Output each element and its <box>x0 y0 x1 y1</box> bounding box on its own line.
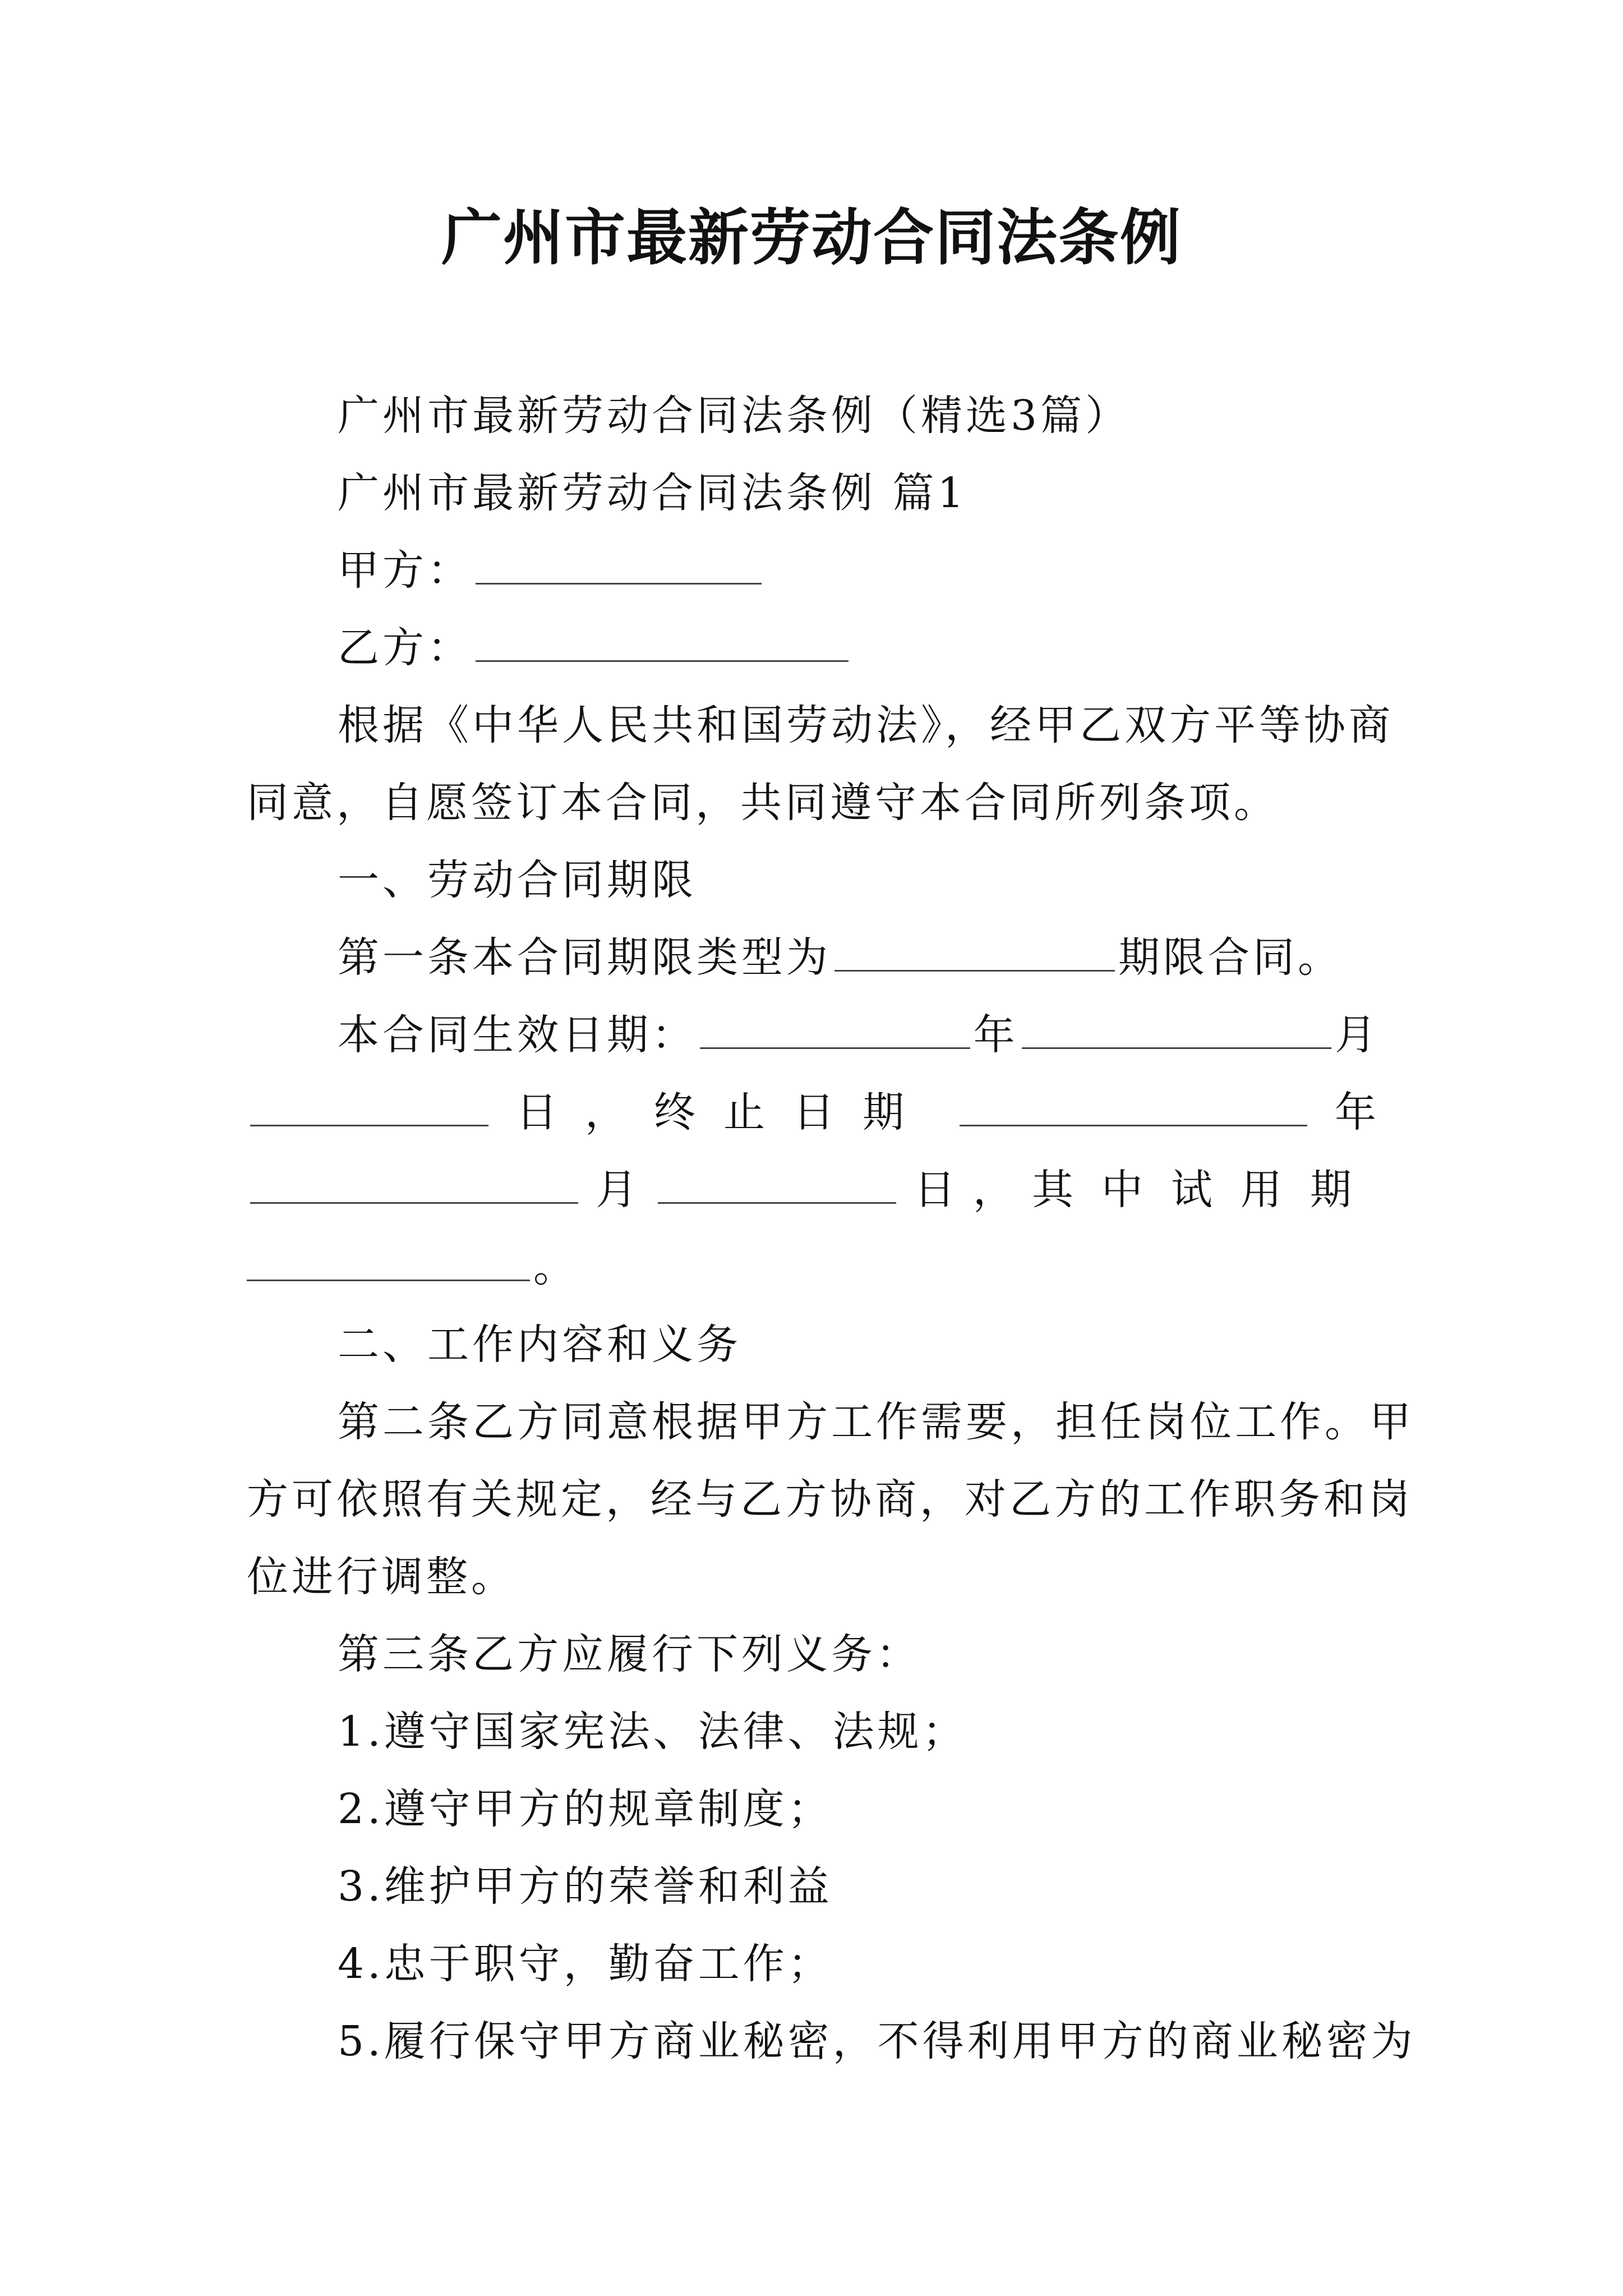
article-2-line-2: 方可依照有关规定，经与乙方协商，对乙方的工作职务和岗 <box>247 1475 1413 1524</box>
year-label-2: 年 <box>1335 1088 1380 1137</box>
article-2-line-1: 第二条乙方同意根据甲方工作需要，担任岗位工作。甲 <box>338 1398 1414 1446</box>
termination-day-blank <box>658 1163 896 1204</box>
effective-date-label: 本合同生效日期： <box>338 1011 697 1059</box>
period-end: 。 <box>533 1243 578 1291</box>
intro-line-2: 同意，自愿签订本合同，共同遵守本合同所列条项。 <box>247 779 1279 827</box>
termination-label: 终止日期 <box>654 1088 932 1137</box>
duty-item: 2.遵守甲方的规章制度； <box>338 1785 833 1833</box>
subtitle: 广州市最新劳动合同法条例（精选3篇） <box>338 392 1131 440</box>
year-label-1: 年 <box>973 1011 1018 1059</box>
party-a-label: 甲方： <box>338 546 472 595</box>
effective-year-blank <box>700 1008 970 1049</box>
effective-month-blank <box>1022 1008 1331 1049</box>
party-b-blank <box>476 621 849 662</box>
section-1-heading: 一、劳动合同期限 <box>338 856 697 904</box>
comma-2: ， <box>972 1166 1018 1214</box>
party-a-blank <box>476 544 762 585</box>
termination-month-blank <box>250 1163 578 1204</box>
party-b-label: 乙方： <box>338 624 472 672</box>
intro-line-1: 根据《中华人民共和国劳动法》，经甲乙双方平等协商 <box>338 701 1394 749</box>
comma-1: ， <box>585 1088 630 1137</box>
termination-line <box>247 1074 1380 1151</box>
article-1-line <box>247 919 1380 996</box>
month-label-2: 月 <box>596 1166 641 1214</box>
article-3-heading: 第三条乙方应履行下列义务： <box>338 1630 921 1678</box>
article-2-line-3: 位进行调整。 <box>247 1553 516 1601</box>
document-body <box>247 377 1416 2080</box>
duty-item: 5.履行保守甲方商业秘密，不得利用甲方的商业秘密为 <box>338 2017 1416 2065</box>
effective-day-blank <box>250 1085 488 1126</box>
section-2-heading: 二、工作内容和义务 <box>338 1320 741 1369</box>
probation-blank <box>247 1240 530 1281</box>
effective-date-line <box>247 996 1380 1074</box>
probation-blank-line <box>247 1228 1380 1306</box>
month-label-1: 月 <box>1335 1011 1380 1059</box>
duty-item: 1.遵守国家宪法、法律、法规； <box>338 1708 967 1756</box>
article-1-suffix: 期限合同。 <box>1118 933 1343 982</box>
duty-item: 4.忠于职守，勤奋工作； <box>338 1940 833 1988</box>
party-a-line <box>247 532 1380 609</box>
contract-type-blank <box>834 931 1115 972</box>
day-label-1: 日 <box>516 1088 561 1137</box>
article-1-prefix: 第一条本合同期限类型为 <box>338 933 831 982</box>
party-b-line <box>247 609 1380 687</box>
probation-label: 其中试用期 <box>1031 1166 1380 1214</box>
duty-item: 3.维护甲方的荣誉和利益 <box>338 1862 833 1911</box>
part-heading: 广州市最新劳动合同法条例 篇1 <box>338 469 967 517</box>
day-label-2: 日 <box>914 1166 959 1214</box>
termination-year-blank <box>960 1085 1307 1126</box>
document-title: 广州市最新劳动合同法条例 <box>441 203 1182 273</box>
probation-line <box>247 1151 1380 1228</box>
